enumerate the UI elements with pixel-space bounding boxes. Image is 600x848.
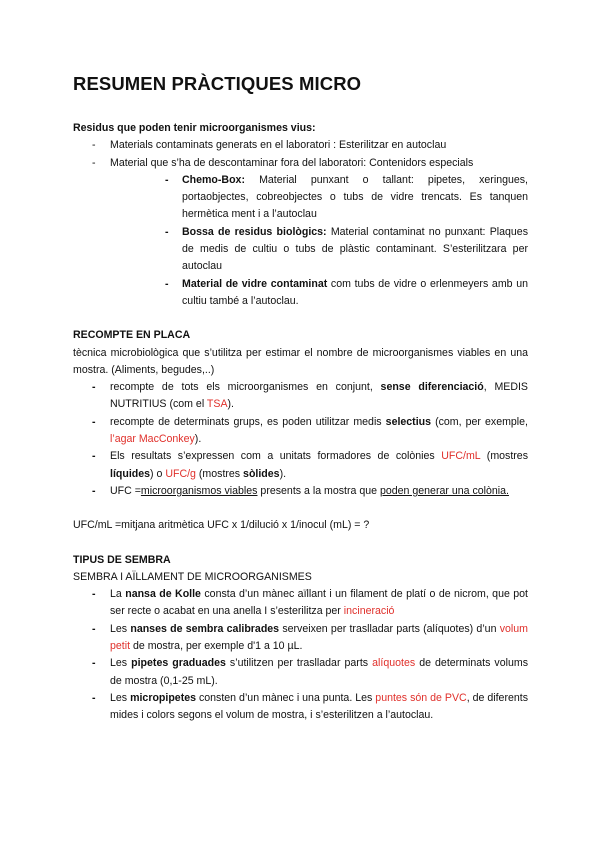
list-item: - La nansa de Kolle consta d’un mànec aïllant i un filament de platí o de nicrom, que pot ser recte o acabat en una anella I s’esterilitza per incineració [73, 586, 528, 621]
document-page [73, 72, 528, 725]
list-item: - recompte de tots els microorganismes en conjunt, sense diferenciació, MEDIS NUTRITIUS (com el TSA). [73, 379, 528, 414]
list-item: - UFC =microorganismos viables presents a la mostra que poden generar una colònia. [73, 483, 528, 500]
list-item: - Bossa de residus biològics: Material contaminat no punxant: Plaques de medis de cultiu o tubs de plàstic contaminant. S’esterilitzara per autoclau [110, 224, 528, 276]
residus-sublist [110, 172, 528, 310]
residus-heading: Residus que poden tenir microorganismes vius: [73, 122, 316, 134]
list-item: - Les nanses de sembra calibrades serveixen per traslladar parts (alíquotes) d’un volum petit de mostra, per exemple d'1 a 10 µL. [73, 621, 528, 656]
list-item: - Els resultats s’expressen com a unitats formadores de colònies UFC/mL (mostres líquides) o UFC/g (mostres sòlides). [73, 448, 528, 483]
recompte-heading: RECOMPTE EN PLACA [73, 329, 191, 342]
list-item: - Materials contaminats generats en el laboratori : Esterilitzar en autoclau [73, 137, 528, 154]
sembra-list [73, 586, 528, 724]
list-item: - Chemo-Box: Material punxant o tallant: pipetes, xeringues, portaobjectes, cobreobjectes o tubs de vidre trencats. Es tanquen hermètica ment i a l’autoclau [110, 172, 528, 224]
sembra-heading: TIPUS DE SEMBRA [73, 553, 171, 566]
list-item: - recompte de determinats grups, es poden utilitzar medis selectius (com, per exemple, l’agar MacConkey). [73, 414, 528, 449]
page-title: RESUMEN PRÀCTIQUES MICRO [73, 73, 362, 94]
list-item: - Les pipetes graduades s’utilitzen per traslladar parts alíquotes de determinats volums de mostra (0,1-25 mL). [73, 655, 528, 690]
list-item: - Material que s’ha de descontaminar fora del laboratori: Contenidors especials - Chemo-Box: Material punxant o tallant: pipetes, xeringues, portaobjectes, cobreobjectes o tubs de vidre trencats. Es tanquen hermètica ment i a l’autoclau - Bossa de residus biològics: Material contaminat no punxant: Plaques de medis de cultiu o tubs de plàstic contaminant. S’esterilitzara per autoclau - Material de vidre contaminat com tubs de vidre o erlenmeyers amb un cultiu també a l’autoclau. [73, 155, 528, 311]
list-item: - Les micropipetes consten d’un mànec i una punta. Les puntes són de PVC, de diferents mides i colors segons el volum de mostra, i s’esterilitzen a l’autoclau. [73, 690, 528, 725]
list-item: - Material de vidre contaminat com tubs de vidre o erlenmeyers amb un cultiu també a l’autoclau. [110, 276, 528, 311]
ufc-formula: UFC/mL =mitjana aritmètica UFC x 1/dilució x 1/inocul (mL) = ? [73, 519, 370, 532]
recompte-list [73, 379, 528, 500]
sembra-subheading: SEMBRA I AÏLLAMENT DE MICROORGANISMES [73, 570, 312, 583]
recompte-intro: tècnica microbiològica que s’utilitza per estimar el nombre de microorganismes viables en una mostra. (Aliments, begudes,..) [73, 346, 528, 376]
residus-list [73, 137, 528, 310]
